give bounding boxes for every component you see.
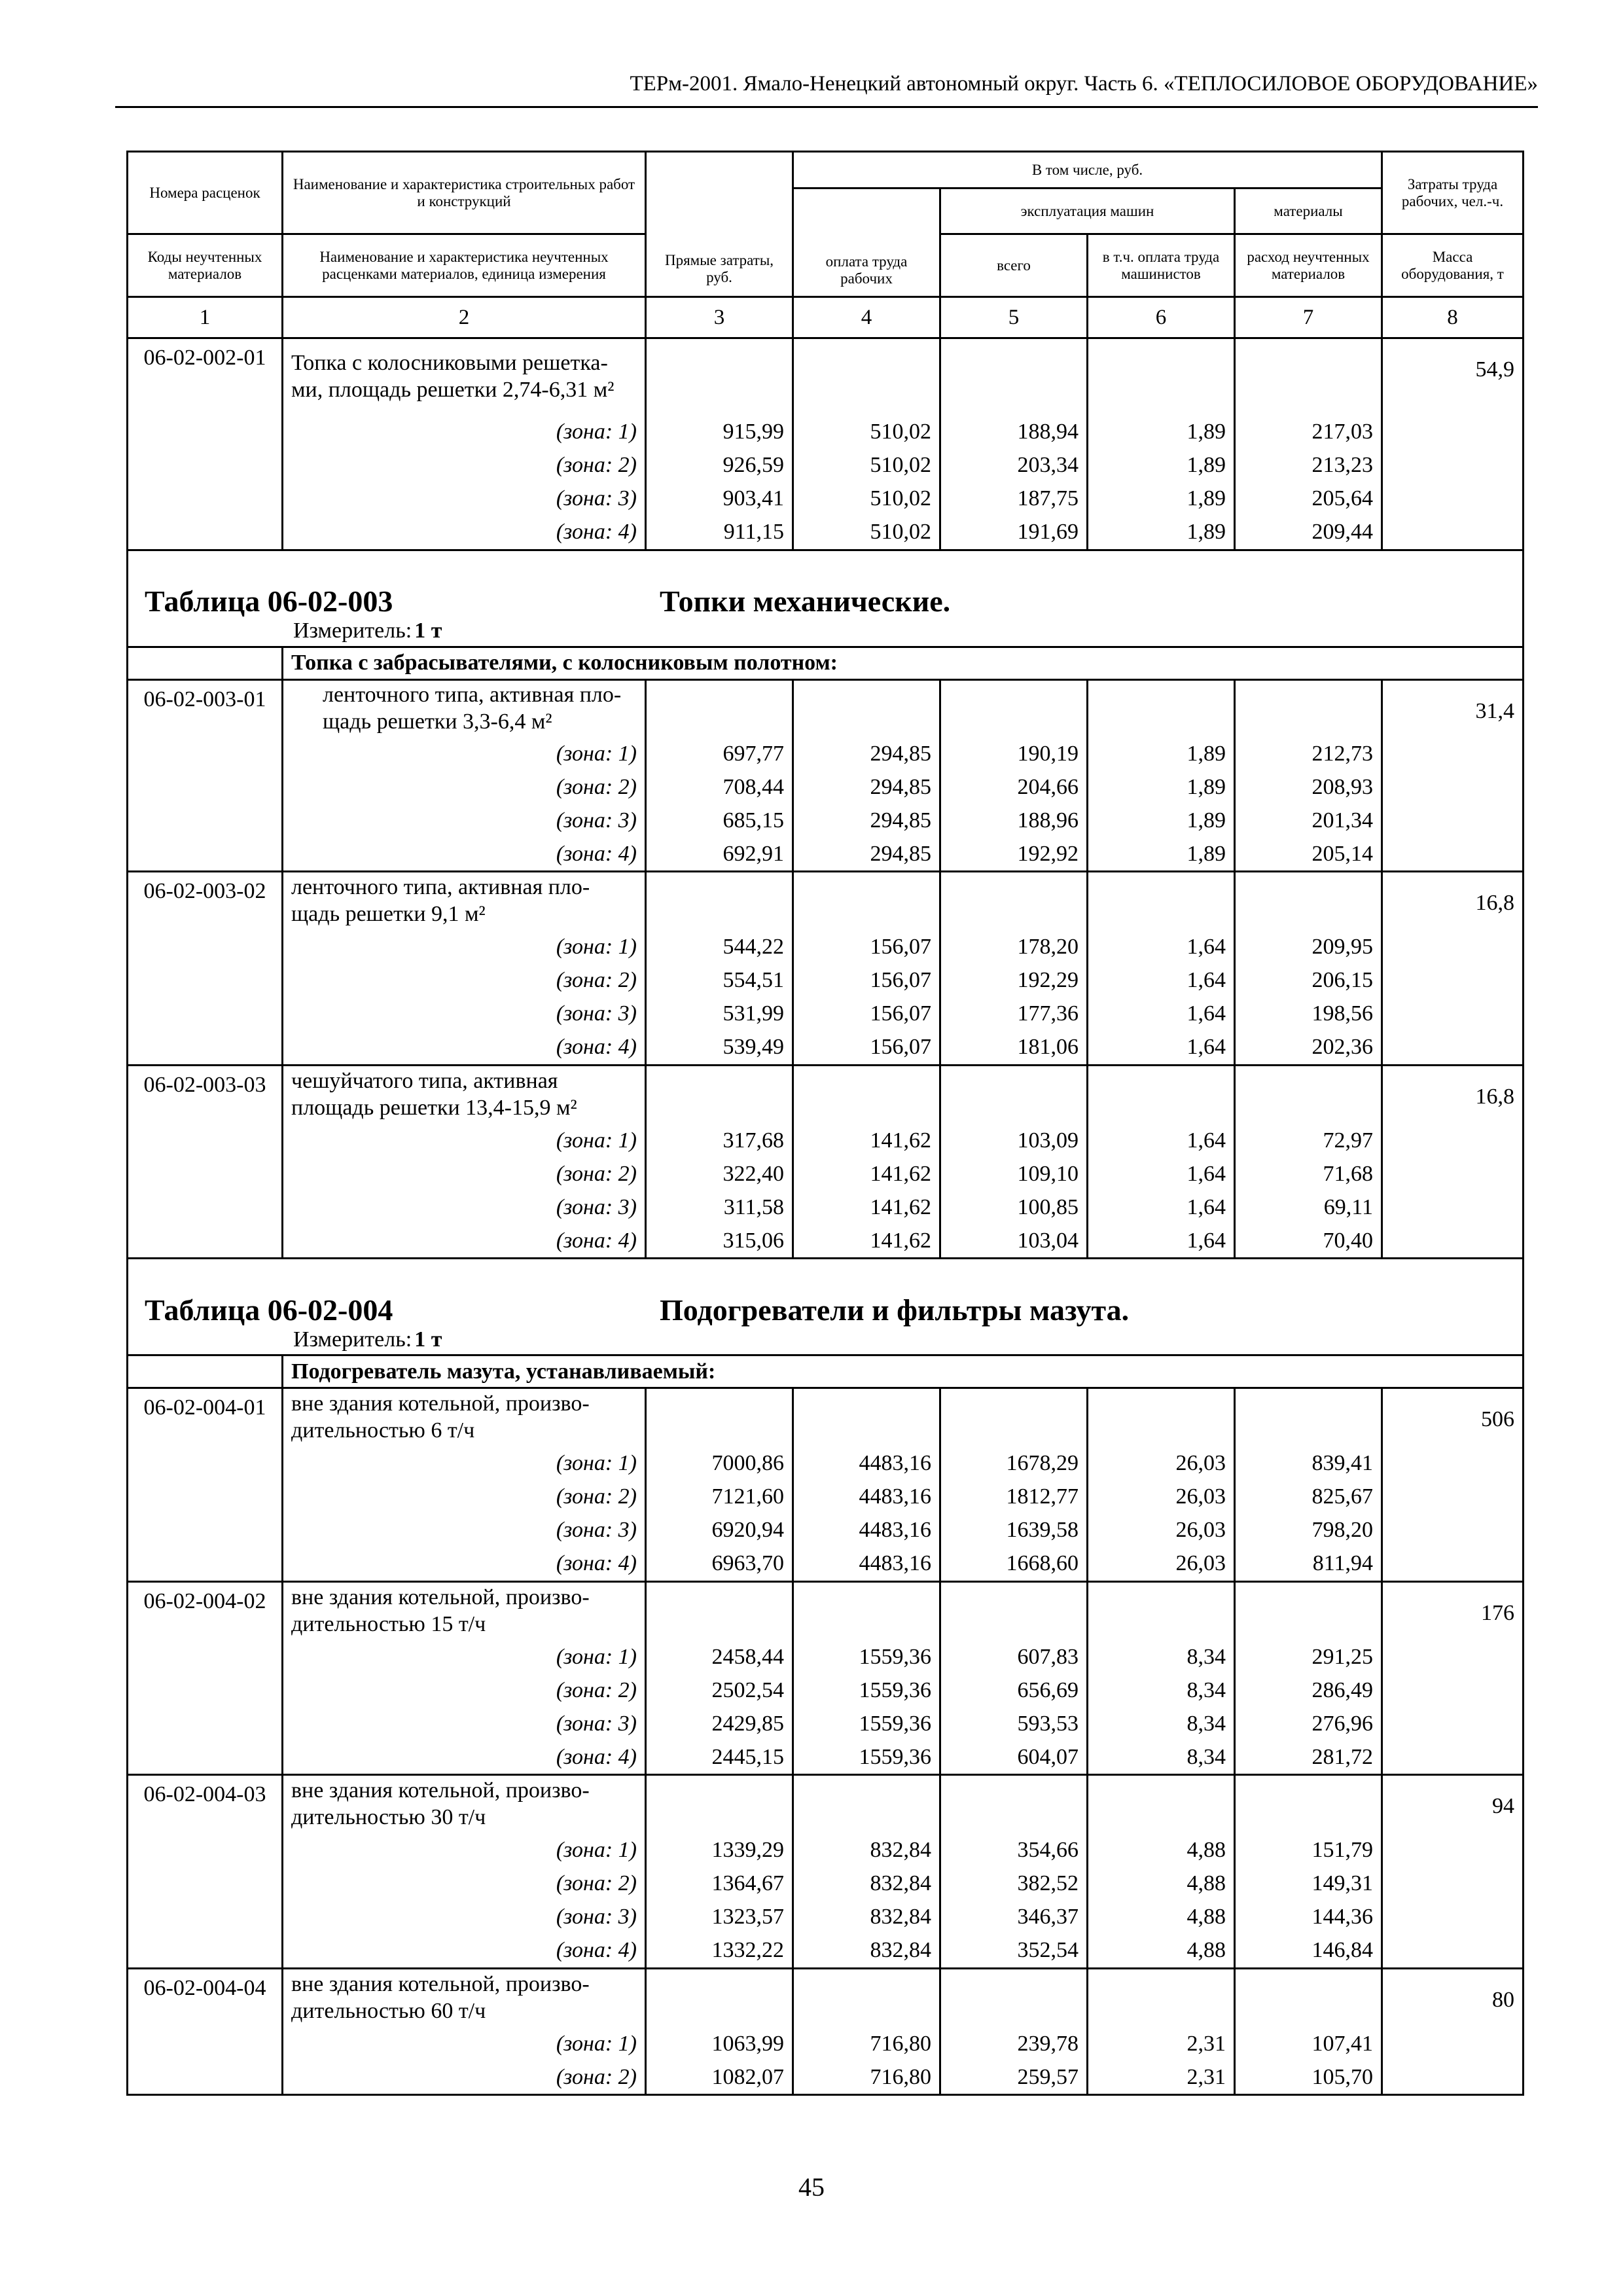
rate-name: вне здания котельной, произво-дительностью 30 т/ч: [283, 1775, 646, 1834]
subtitle-row: [128, 1355, 1524, 1388]
rate-row: [128, 1388, 1524, 1447]
col8-header-b: Масса оборудования, т: [1382, 234, 1524, 297]
incl-header: В том числе, руб.: [793, 152, 1382, 188]
zone-row: (зона: 1) 7000,86 4483,16 1678,29 26,03 839,41: [128, 1447, 1524, 1480]
col2-header-b: Наименование и характеристика неучтенных расценками материалов, единица измерения: [283, 234, 646, 297]
zone-row: (зона: 3) 311,58 141,62 100,85 1,64 69,11: [128, 1191, 1524, 1224]
rate-code: 06-02-004-03: [128, 1775, 283, 1969]
zone-row: (зона: 1) 544,22 156,07 178,20 1,64 209,95: [128, 931, 1524, 964]
zone-row: (зона: 4) 1332,22 832,84 352,54 4,88 146,84: [128, 1934, 1524, 1969]
rate-row: [128, 679, 1524, 737]
table-label: Таблица 06-02-004: [145, 1293, 393, 1327]
measure-row: [128, 1325, 1524, 1355]
machines-header: эксплуатация машин: [940, 188, 1235, 234]
zone-row: (зона: 4) 911,15 510,02 191,69 1,89 209,44: [128, 516, 1524, 550]
col4-header: оплата труда рабочих: [793, 188, 940, 297]
col3-header: Прямые затраты, руб.: [646, 152, 793, 297]
page-number: 45: [798, 2172, 825, 2202]
zone-row: (зона: 4) 692,91 294,85 192,92 1,89 205,14: [128, 837, 1524, 872]
zone-row: (зона: 2) 708,44 294,85 204,66 1,89 208,93: [128, 770, 1524, 804]
zone-row: (зона: 2) 7121,60 4483,16 1812,77 26,03 825,67: [128, 1480, 1524, 1514]
col-number: 7: [1235, 297, 1382, 338]
rate-row: [128, 872, 1524, 931]
zone-row: (зона: 1) 1339,29 832,84 354,66 4,88 151,79: [128, 1834, 1524, 1867]
table-title: Подогреватели и фильтры мазута.: [660, 1293, 1130, 1327]
zone-row: (зона: 2) 926,59 510,02 203,34 1,89 213,23: [128, 449, 1524, 482]
rate-code: 06-02-003-03: [128, 1065, 283, 1259]
rate-mass: 16,8: [1382, 872, 1524, 1066]
zone-row: (зона: 3) 6920,94 4483,16 1639,58 26,03 798,20: [128, 1514, 1524, 1547]
zone-row: (зона: 1) 1063,99 716,80 239,78 2,31 107,41: [128, 2027, 1524, 2060]
zone-row: (зона: 4) 539,49 156,07 181,06 1,64 202,36: [128, 1031, 1524, 1066]
zone-row: (зона: 2) 1364,67 832,84 382,52 4,88 149,31: [128, 1867, 1524, 1901]
rate-name: вне здания котельной, произво-дительностью 15 т/ч: [283, 1581, 646, 1640]
subtitle-row: [128, 647, 1524, 679]
rate-code: 06-02-002-01: [128, 338, 283, 550]
rate-mass: 31,4: [1382, 679, 1524, 872]
section-subtitle: Топка с забрасывателями, с колосниковым полотном:: [283, 647, 1524, 679]
rates-table: [126, 151, 1524, 2096]
rate-row: [128, 1581, 1524, 1640]
col-number: 3: [646, 297, 793, 338]
zone-row: (зона: 1) 915,99 510,02 188,94 1,89 217,03: [128, 416, 1524, 449]
materials-header: материалы: [1235, 188, 1382, 234]
rate-name: Топка с колосниковыми решетка-ми, площадь решетки 2,74-6,31 м²: [283, 338, 646, 416]
col7-header: расход неучтенных материалов: [1235, 234, 1382, 297]
zone-row: (зона: 2) 322,40 141,62 109,10 1,64 71,68: [128, 1157, 1524, 1191]
col-number: 8: [1382, 297, 1524, 338]
table-title-row: [128, 550, 1524, 617]
rate-mass: 54,9: [1382, 338, 1524, 550]
rate-code: 06-02-004-02: [128, 1581, 283, 1775]
col-number: 5: [940, 297, 1088, 338]
zone-row: (зона: 3) 531,99 156,07 177,36 1,64 198,56: [128, 997, 1524, 1031]
zone-row: (зона: 4) 2445,15 1559,36 604,07 8,34 281,72: [128, 1740, 1524, 1775]
zone-row: (зона: 3) 2429,85 1559,36 593,53 8,34 276,96: [128, 1707, 1524, 1740]
col1-header-b: Коды неучтенных материалов: [128, 234, 283, 297]
rate-row: [128, 1968, 1524, 2027]
rate-mass: 506: [1382, 1388, 1524, 1582]
col5-header: всего: [940, 234, 1088, 297]
zone-row: (зона: 2) 554,51 156,07 192,29 1,64 206,15: [128, 964, 1524, 997]
measure-value: 1 т: [414, 619, 442, 643]
zone-row: (зона: 4) 6963,70 4483,16 1668,60 26,03 811,94: [128, 1547, 1524, 1582]
rate-name: вне здания котельной, произво-дительностью 6 т/ч: [283, 1388, 646, 1447]
col-number: 4: [793, 297, 940, 338]
zone-row: (зона: 1) 2458,44 1559,36 607,83 8,34 291,25: [128, 1640, 1524, 1674]
rate-mass: 94: [1382, 1775, 1524, 1969]
rate-mass: 16,8: [1382, 1065, 1524, 1259]
col-number: 2: [283, 297, 646, 338]
rate-mass: 80: [1382, 1968, 1524, 2095]
rate-name: вне здания котельной, произво-дительностью 60 т/ч: [283, 1968, 646, 2027]
col2-header-a: Наименование и характеристика строительных работ и конструкций: [283, 152, 646, 234]
rate-mass: 176: [1382, 1581, 1524, 1775]
zone-row: (зона: 4) 315,06 141,62 103,04 1,64 70,40: [128, 1224, 1524, 1259]
rate-code: 06-02-003-02: [128, 872, 283, 1066]
measure-label: Измеритель:: [293, 1327, 412, 1352]
rate-row: [128, 1775, 1524, 1834]
rate-row: [128, 338, 1524, 416]
zone-row: (зона: 3) 903,41 510,02 187,75 1,89 205,64: [128, 482, 1524, 516]
running-header: ТЕРм-2001. Ямало-Ненецкий автономный округ. Часть 6. «ТЕПЛОСИЛОВОЕ ОБОРУДОВАНИЕ»: [115, 72, 1538, 108]
rate-name: ленточного типа, активная пло-щадь решетки 3,3-6,4 м²: [283, 679, 646, 737]
rate-code: 06-02-004-01: [128, 1388, 283, 1582]
col-number: 1: [128, 297, 283, 338]
measure-value: 1 т: [414, 1327, 442, 1352]
col6-header: в т.ч. оплата труда машинистов: [1088, 234, 1235, 297]
section-subtitle: Подогреватель мазута, устанавливаемый:: [283, 1355, 1524, 1388]
zone-row: (зона: 1) 317,68 141,62 103,09 1,64 72,97: [128, 1124, 1524, 1157]
zone-row: (зона: 2) 1082,07 716,80 259,57 2,31 105,70: [128, 2060, 1524, 2095]
table-title-row: [128, 1259, 1524, 1325]
measure-row: [128, 617, 1524, 647]
zone-row: (зона: 3) 685,15 294,85 188,96 1,89 201,34: [128, 804, 1524, 837]
measure-label: Измеритель:: [293, 619, 412, 643]
rate-code: 06-02-003-01: [128, 679, 283, 872]
zone-row: (зона: 2) 2502,54 1559,36 656,69 8,34 286,49: [128, 1674, 1524, 1707]
col1-header-a: Номера расценок: [128, 152, 283, 234]
rate-name: чешуйчатого типа, активная площадь решетки 13,4-15,9 м²: [283, 1065, 646, 1124]
rate-name: ленточного типа, активная пло-щадь решетки 9,1 м²: [283, 872, 646, 931]
zone-row: (зона: 3) 1323,57 832,84 346,37 4,88 144,36: [128, 1901, 1524, 1934]
col-number: 6: [1088, 297, 1235, 338]
rate-code: 06-02-004-04: [128, 1968, 283, 2095]
column-numbers-row: [128, 297, 1524, 338]
zone-row: (зона: 1) 697,77 294,85 190,19 1,89 212,73: [128, 737, 1524, 770]
table-label: Таблица 06-02-003: [145, 584, 393, 618]
rate-row: [128, 1065, 1524, 1124]
table-title: Топки механические.: [660, 584, 951, 618]
col8-header-a: Затраты труда рабочих, чел.-ч.: [1382, 152, 1524, 234]
